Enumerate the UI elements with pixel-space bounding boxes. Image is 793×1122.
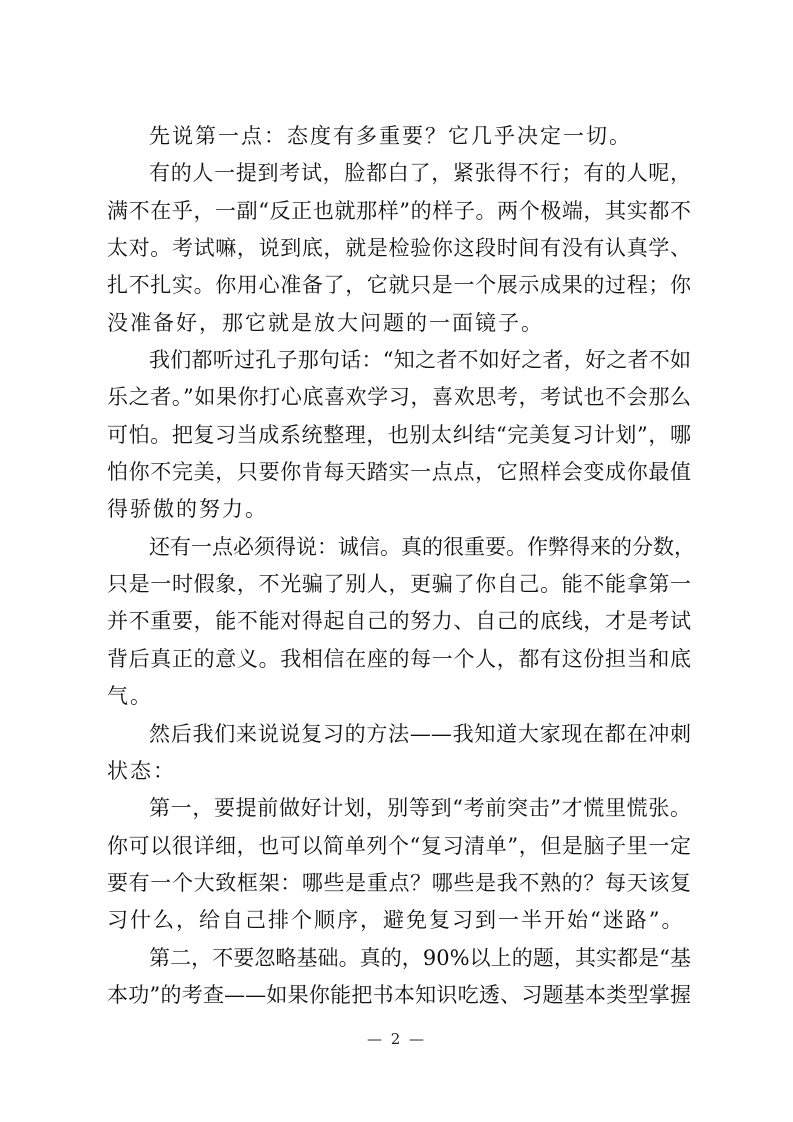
text-line: 第二，不要忽略基础。真的，90%以上的题，其实都是“基 (149, 945, 691, 970)
text-line: 太对。考试嘛，说到底，就是检验你这段时间有没有认真学、 (107, 236, 691, 261)
text-line: 习什么，给自己排个顺序，避免复习到一半开始“迷路”。 (107, 908, 685, 933)
text-line: 并不重要，能不能对得起自己的努力、自己的底线，才是考试 (107, 609, 691, 634)
text-line: 第一，要提前做好计划，别等到“考前突击”才慌里慌张。 (149, 796, 691, 821)
text-line: 状态： (107, 758, 176, 783)
text-line: 本功”的考查——如果你能把书本知识吃透、习题基本类型掌握 (107, 982, 691, 1007)
text-line: 只是一时假象，不光骗了别人，更骗了你自己。能不能拿第一 (107, 572, 691, 597)
text-line: 得骄傲的努力。 (107, 497, 268, 522)
text-line: 我们都听过孔子那句话：“知之者不如好之者，好之者不如 (149, 348, 691, 373)
text-line: 有的人一提到考试，脸都白了，紧张得不行；有的人呢， (149, 161, 691, 186)
text-line: 要有一个大致框架：哪些是重点？哪些是我不熟的？每天该复 (107, 870, 691, 895)
paragraph (107, 716, 691, 791)
text-line: 背后真正的意义。我相信在座的每一个人，都有这份担当和底 (107, 646, 691, 671)
paragraph (107, 529, 695, 716)
text-line: 先说第一点：态度有多重要？它几乎决定一切。 (149, 124, 632, 148)
page-number: — 2 — (366, 1030, 427, 1048)
text-line: 然后我们来说说复习的方法——我知道大家现在都在冲刺 (149, 721, 691, 746)
text-line: 还有一点必须得说：诚信。真的很重要。作弊得来的分数， (149, 534, 695, 559)
paragraph (107, 342, 691, 529)
text-line: 可怕。把复习当成系统整理，也别太纠结“完美复习计划”，哪 (107, 422, 691, 447)
text-line: 乐之者。”如果你打心底喜欢学习，喜欢思考，考试也不会那么 (107, 385, 691, 410)
text-line: 没准备好，那它就是放大问题的一面镜子。 (107, 310, 544, 335)
text-line: 怕你不完美，只要你肯每天踏实一点点，它照样会变成你最值 (107, 460, 691, 485)
paragraph (107, 940, 691, 1015)
paragraph (107, 155, 691, 342)
document-body (107, 118, 695, 1014)
text-line: 气。 (107, 684, 153, 709)
text-line: 你可以很详细，也可以简单列个“复习清单”，但是脑子里一定 (107, 833, 691, 858)
paragraph (107, 118, 691, 155)
text-line: 扎不扎实。你用心准备了，它就只是一个展示成果的过程；你 (107, 273, 691, 298)
text-line: 满不在乎，一副“反正也就那样”的样子。两个极端，其实都不 (107, 198, 691, 223)
paragraph (107, 790, 691, 939)
